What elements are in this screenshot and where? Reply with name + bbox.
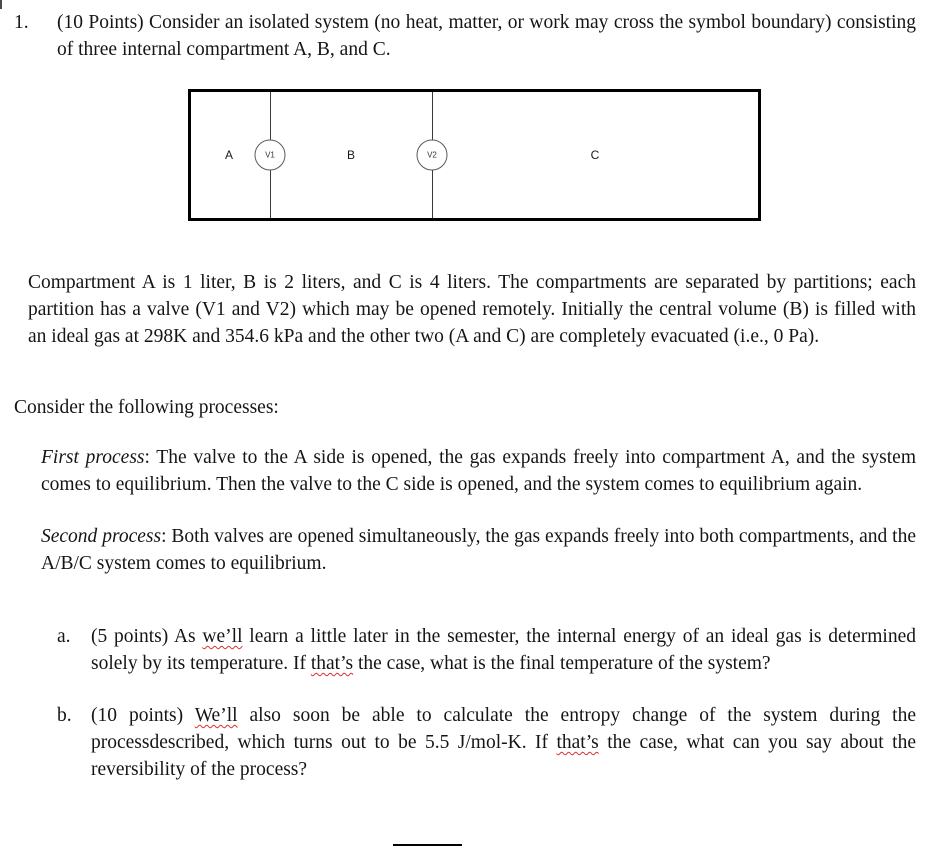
problem-statement: (10 Points) Consider an isolated system (no heat, matter, or work may cross the symbol boundary) consisting of three internal compartment A, B, and C. bbox=[57, 12, 916, 60]
first-process-label: First process bbox=[41, 447, 145, 468]
question-a-seg4: the case, what is the final temperature of the system? bbox=[353, 653, 771, 674]
question-b-label: b. bbox=[57, 705, 72, 726]
question-a-text bbox=[91, 623, 916, 677]
problem-number: 1. bbox=[14, 12, 29, 33]
compartment-b-label: B bbox=[346, 148, 356, 162]
paragraph-first-process bbox=[41, 444, 916, 498]
compartment-diagram bbox=[188, 89, 761, 221]
question-a-seg2: learn a little later in the semester, the internal energy of an ideal gas is determined solely by its temperature. If bbox=[91, 626, 916, 674]
paragraph-compartment-description: Compartment A is 1 liter, B is 2 liters, and C is 4 liters. The compartments are separated by partitions; each partition has a valve (V1 and V2) which may be opened remotely. Initially the central volume (B) is filled with an ideal gas at 298K and 354.6 kPa and the other two (A and C) are completely evacuated (i.e., 0 Pa). bbox=[28, 272, 916, 347]
valve-1 bbox=[255, 140, 286, 171]
question-a-seg0: (5 points) As bbox=[91, 626, 203, 647]
second-process-text: : Both valves are opened simultaneously, the gas expands freely into both compartments, and the A/B/C system comes to equilibrium. bbox=[41, 526, 916, 574]
spellcheck-word: we’ll bbox=[202, 626, 243, 647]
spellcheck-word: that’s bbox=[556, 732, 599, 753]
problem-1 bbox=[0, 0, 943, 63]
question-b-text bbox=[91, 702, 916, 783]
question-b-seg2: also soon be able to calculate the entropy change of the system during the processdescribed, which turns out to be 5.5 J/mol-K. If bbox=[91, 705, 917, 753]
question-b bbox=[57, 702, 916, 783]
question-a bbox=[57, 623, 916, 677]
question-b-seg0: (10 points) bbox=[91, 705, 195, 726]
spellcheck-word: that’s bbox=[310, 653, 354, 674]
valve-2-label: V2 bbox=[427, 150, 437, 159]
valve-2 bbox=[417, 140, 448, 171]
question-b-seg4: the case, what can you say about the reversibility of the process? bbox=[91, 732, 916, 780]
page-bottom-rule bbox=[393, 844, 462, 846]
paragraph-consider-processes: Consider the following processes: bbox=[14, 397, 279, 418]
compartment-a-label: A bbox=[224, 148, 234, 162]
second-process-label: Second process bbox=[41, 526, 162, 547]
page-edge-mark bbox=[0, 0, 2, 9]
first-process-text: : The valve to the A side is opened, the gas expands freely into compartment A, and the system comes to equilibrium. Then the valve to the C side is opened, and the system comes to equilibrium again. bbox=[41, 447, 916, 495]
compartment-c-label: C bbox=[590, 148, 600, 162]
spellcheck-word: We’ll bbox=[194, 705, 238, 726]
valve-1-label: V1 bbox=[265, 150, 275, 159]
question-a-label: a. bbox=[57, 626, 71, 647]
paragraph-second-process bbox=[41, 523, 916, 577]
